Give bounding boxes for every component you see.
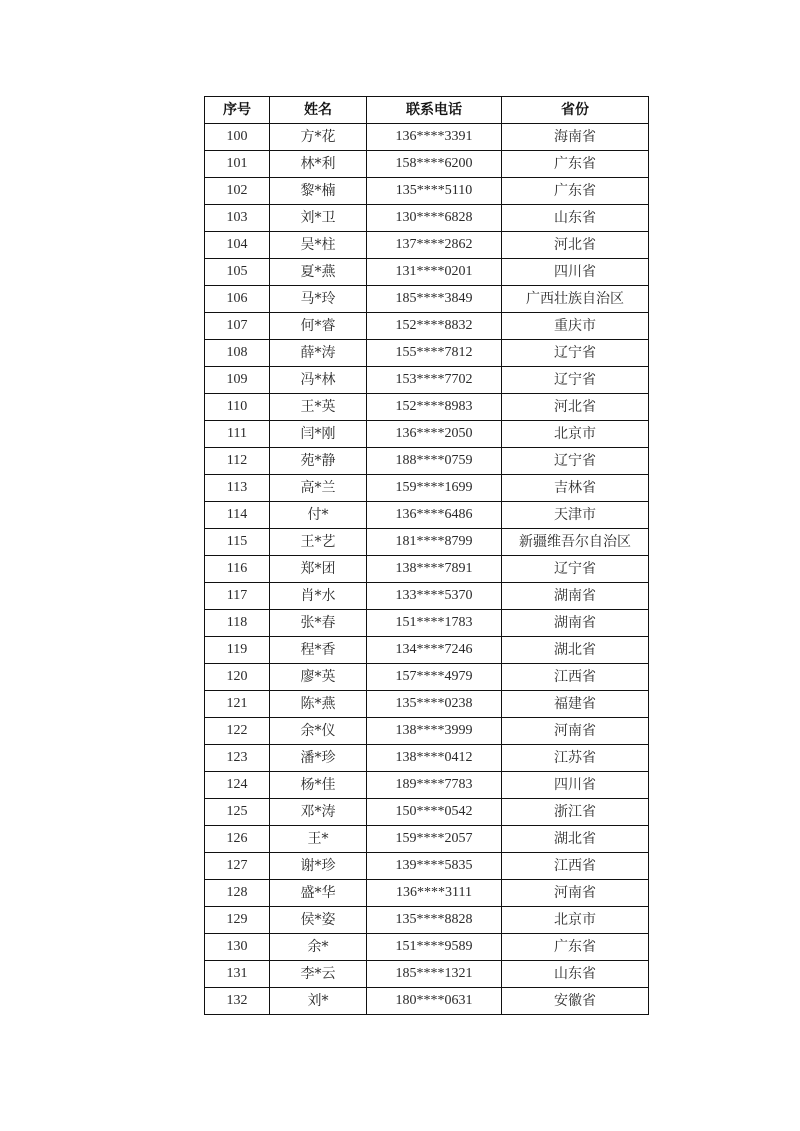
table-row [205, 502, 649, 529]
cell-phone: 153****7702 [367, 367, 502, 394]
table-row [205, 826, 649, 853]
cell-province: 四川省 [502, 772, 649, 799]
table-row [205, 124, 649, 151]
cell-phone: 135****8828 [367, 907, 502, 934]
table-row [205, 799, 649, 826]
header-serial-number: 序号 [205, 97, 270, 124]
cell-name: 余*仪 [270, 718, 367, 745]
cell-serial-number: 108 [205, 340, 270, 367]
table-row [205, 853, 649, 880]
table-row [205, 556, 649, 583]
cell-name: 陈*燕 [270, 691, 367, 718]
cell-name: 刘*卫 [270, 205, 367, 232]
cell-province: 四川省 [502, 259, 649, 286]
cell-phone: 137****2862 [367, 232, 502, 259]
cell-phone: 150****0542 [367, 799, 502, 826]
cell-serial-number: 129 [205, 907, 270, 934]
table-row [205, 421, 649, 448]
cell-name: 余* [270, 934, 367, 961]
cell-serial-number: 100 [205, 124, 270, 151]
table-row [205, 988, 649, 1015]
cell-phone: 136****3111 [367, 880, 502, 907]
table-row [205, 205, 649, 232]
cell-serial-number: 117 [205, 583, 270, 610]
cell-province: 江西省 [502, 664, 649, 691]
cell-phone: 155****7812 [367, 340, 502, 367]
header-row [205, 97, 649, 124]
cell-name: 付* [270, 502, 367, 529]
cell-serial-number: 121 [205, 691, 270, 718]
cell-serial-number: 114 [205, 502, 270, 529]
cell-province: 辽宁省 [502, 367, 649, 394]
contact-table [204, 96, 649, 1015]
table-row [205, 232, 649, 259]
cell-phone: 180****0631 [367, 988, 502, 1015]
cell-name: 廖*英 [270, 664, 367, 691]
cell-province: 浙江省 [502, 799, 649, 826]
cell-serial-number: 111 [205, 421, 270, 448]
cell-phone: 134****7246 [367, 637, 502, 664]
table-row [205, 745, 649, 772]
cell-name: 吴*柱 [270, 232, 367, 259]
cell-phone: 130****6828 [367, 205, 502, 232]
cell-name: 谢*珍 [270, 853, 367, 880]
cell-serial-number: 104 [205, 232, 270, 259]
cell-province: 吉林省 [502, 475, 649, 502]
table-body [205, 124, 649, 1015]
cell-name: 林*利 [270, 151, 367, 178]
cell-phone: 185****1321 [367, 961, 502, 988]
cell-province: 广西壮族自治区 [502, 286, 649, 313]
table-row [205, 313, 649, 340]
cell-phone: 181****8799 [367, 529, 502, 556]
cell-phone: 136****3391 [367, 124, 502, 151]
table-row [205, 286, 649, 313]
table-row [205, 394, 649, 421]
cell-serial-number: 120 [205, 664, 270, 691]
table-row [205, 448, 649, 475]
cell-province: 北京市 [502, 421, 649, 448]
cell-phone: 151****1783 [367, 610, 502, 637]
cell-name: 张*春 [270, 610, 367, 637]
cell-province: 河南省 [502, 718, 649, 745]
cell-serial-number: 131 [205, 961, 270, 988]
table-row [205, 637, 649, 664]
cell-province: 海南省 [502, 124, 649, 151]
cell-name: 王*艺 [270, 529, 367, 556]
cell-serial-number: 115 [205, 529, 270, 556]
cell-name: 冯*林 [270, 367, 367, 394]
cell-phone: 188****0759 [367, 448, 502, 475]
header-phone: 联系电话 [367, 97, 502, 124]
table-row [205, 475, 649, 502]
cell-serial-number: 106 [205, 286, 270, 313]
cell-serial-number: 110 [205, 394, 270, 421]
cell-name: 王* [270, 826, 367, 853]
cell-phone: 159****2057 [367, 826, 502, 853]
cell-name: 闫*刚 [270, 421, 367, 448]
table-row [205, 907, 649, 934]
cell-province: 湖北省 [502, 826, 649, 853]
cell-phone: 157****4979 [367, 664, 502, 691]
cell-phone: 189****7783 [367, 772, 502, 799]
cell-province: 江西省 [502, 853, 649, 880]
cell-serial-number: 127 [205, 853, 270, 880]
table-row [205, 178, 649, 205]
cell-name: 盛*华 [270, 880, 367, 907]
cell-phone: 135****5110 [367, 178, 502, 205]
cell-province: 湖南省 [502, 610, 649, 637]
cell-province: 天津市 [502, 502, 649, 529]
cell-serial-number: 102 [205, 178, 270, 205]
table-row [205, 880, 649, 907]
cell-serial-number: 130 [205, 934, 270, 961]
cell-name: 李*云 [270, 961, 367, 988]
cell-name: 程*香 [270, 637, 367, 664]
cell-province: 河北省 [502, 394, 649, 421]
cell-name: 夏*燕 [270, 259, 367, 286]
cell-serial-number: 126 [205, 826, 270, 853]
cell-name: 苑*静 [270, 448, 367, 475]
cell-phone: 136****2050 [367, 421, 502, 448]
cell-name: 郑*团 [270, 556, 367, 583]
cell-name: 何*睿 [270, 313, 367, 340]
cell-phone: 152****8983 [367, 394, 502, 421]
cell-province: 辽宁省 [502, 556, 649, 583]
cell-phone: 138****7891 [367, 556, 502, 583]
cell-serial-number: 122 [205, 718, 270, 745]
cell-serial-number: 101 [205, 151, 270, 178]
cell-province: 福建省 [502, 691, 649, 718]
cell-name: 刘* [270, 988, 367, 1015]
cell-serial-number: 123 [205, 745, 270, 772]
cell-name: 黎*楠 [270, 178, 367, 205]
cell-name: 王*英 [270, 394, 367, 421]
cell-province: 山东省 [502, 205, 649, 232]
cell-phone: 138****3999 [367, 718, 502, 745]
table-row [205, 934, 649, 961]
cell-province: 江苏省 [502, 745, 649, 772]
cell-serial-number: 125 [205, 799, 270, 826]
cell-phone: 138****0412 [367, 745, 502, 772]
cell-province: 河南省 [502, 880, 649, 907]
cell-serial-number: 105 [205, 259, 270, 286]
cell-province: 广东省 [502, 934, 649, 961]
cell-phone: 185****3849 [367, 286, 502, 313]
cell-name: 邓*涛 [270, 799, 367, 826]
cell-province: 新疆维吾尔自治区 [502, 529, 649, 556]
table-row [205, 583, 649, 610]
table-row [205, 340, 649, 367]
table-row [205, 367, 649, 394]
cell-phone: 139****5835 [367, 853, 502, 880]
cell-name: 杨*佳 [270, 772, 367, 799]
cell-province: 北京市 [502, 907, 649, 934]
table-row [205, 691, 649, 718]
cell-name: 侯*姿 [270, 907, 367, 934]
cell-serial-number: 118 [205, 610, 270, 637]
cell-province: 辽宁省 [502, 340, 649, 367]
cell-serial-number: 112 [205, 448, 270, 475]
cell-serial-number: 124 [205, 772, 270, 799]
cell-name: 方*花 [270, 124, 367, 151]
cell-serial-number: 128 [205, 880, 270, 907]
cell-province: 山东省 [502, 961, 649, 988]
table-row [205, 529, 649, 556]
table-row [205, 772, 649, 799]
header-province: 省份 [502, 97, 649, 124]
table-header [205, 97, 649, 124]
cell-serial-number: 116 [205, 556, 270, 583]
cell-serial-number: 109 [205, 367, 270, 394]
cell-province: 广东省 [502, 151, 649, 178]
cell-name: 潘*珍 [270, 745, 367, 772]
cell-province: 湖南省 [502, 583, 649, 610]
cell-province: 重庆市 [502, 313, 649, 340]
cell-province: 河北省 [502, 232, 649, 259]
cell-name: 高*兰 [270, 475, 367, 502]
cell-province: 安徽省 [502, 988, 649, 1015]
header-name: 姓名 [270, 97, 367, 124]
cell-phone: 136****6486 [367, 502, 502, 529]
cell-serial-number: 119 [205, 637, 270, 664]
cell-name: 马*玲 [270, 286, 367, 313]
table-row [205, 259, 649, 286]
cell-phone: 133****5370 [367, 583, 502, 610]
cell-province: 湖北省 [502, 637, 649, 664]
cell-province: 广东省 [502, 178, 649, 205]
cell-phone: 158****6200 [367, 151, 502, 178]
table-row [205, 664, 649, 691]
cell-phone: 159****1699 [367, 475, 502, 502]
cell-serial-number: 113 [205, 475, 270, 502]
cell-name: 肖*水 [270, 583, 367, 610]
cell-serial-number: 103 [205, 205, 270, 232]
cell-phone: 135****0238 [367, 691, 502, 718]
table-row [205, 151, 649, 178]
cell-serial-number: 107 [205, 313, 270, 340]
cell-name: 薛*涛 [270, 340, 367, 367]
table-row [205, 961, 649, 988]
cell-serial-number: 132 [205, 988, 270, 1015]
cell-province: 辽宁省 [502, 448, 649, 475]
cell-phone: 152****8832 [367, 313, 502, 340]
table-row [205, 610, 649, 637]
cell-phone: 151****9589 [367, 934, 502, 961]
table-row [205, 718, 649, 745]
cell-phone: 131****0201 [367, 259, 502, 286]
